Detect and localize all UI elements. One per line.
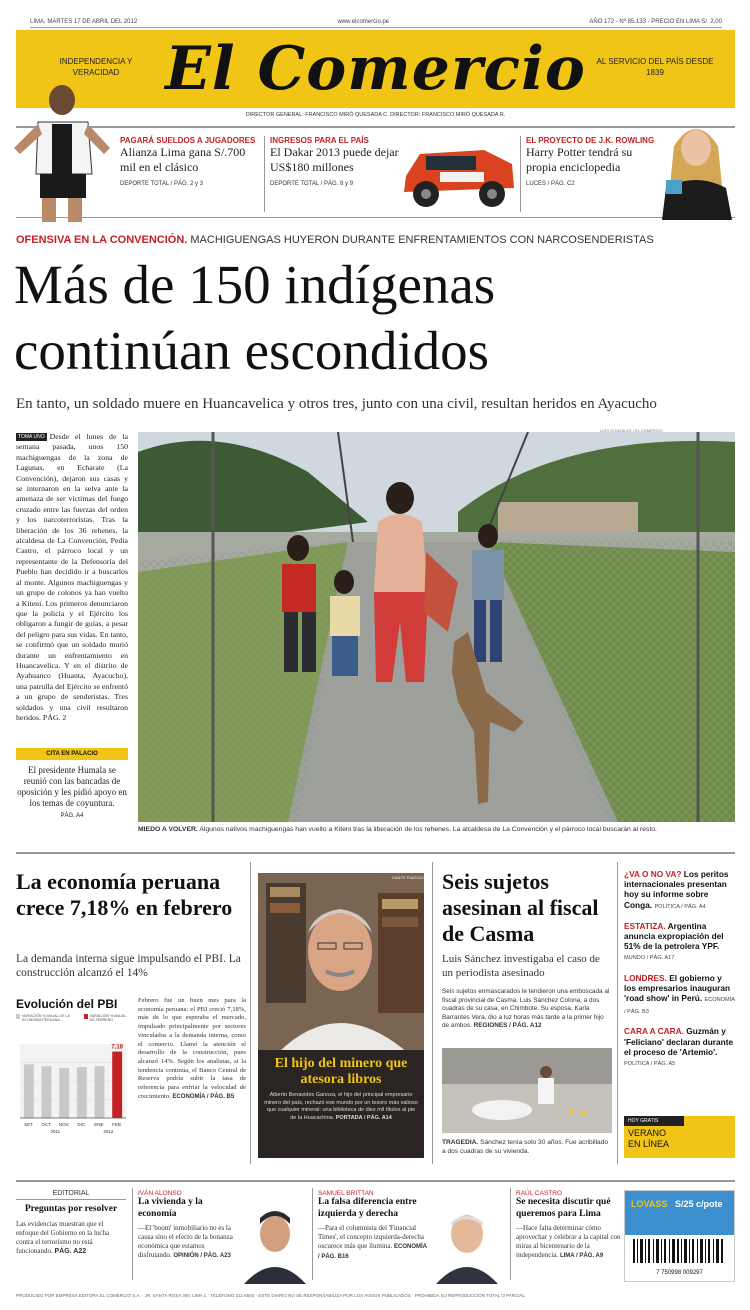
website-link[interactable]: www.elcomercio.pe xyxy=(337,18,390,25)
chart-tick-label: SET. xyxy=(24,1122,34,1127)
miner-photo-credit: DANTE PIAGGIO xyxy=(392,875,424,880)
chart-tick-label: OCT. xyxy=(41,1122,52,1127)
verano-promo[interactable] xyxy=(624,1116,735,1158)
box-label: CITA EN PALACIO xyxy=(16,748,128,760)
brief-artemio[interactable]: CARA A CARA. Guzmán y 'Feliciano' declaran durante el proceso de 'Artemio'. POLÍTICA / PÁG. A5 xyxy=(624,1026,734,1068)
verano-text: VERANO EN LÍNEA xyxy=(628,1128,670,1149)
promo-price: S/25 c/pote xyxy=(675,1199,723,1209)
promo-banner xyxy=(625,1191,734,1235)
chart-year-label: 2012 xyxy=(103,1129,114,1134)
column-ivan-alonso[interactable]: IVÁN ALONSO La vivienda y la economía —El 'boom' inmobiliario no es la causa sino el efecto de la bonanza económica que estamos disfrutando. OPINIÓN / PÁG. A23 xyxy=(138,1190,233,1259)
chart-bar xyxy=(42,1066,52,1118)
brief-ypf[interactable]: ESTATIZA. Argentina anuncia expropiación del 51% de la petrolera YPF. MUNDO / PÁG. A17 xyxy=(624,920,724,962)
promo-box[interactable] xyxy=(624,1190,735,1282)
chart-year-label: 2011 xyxy=(50,1129,61,1134)
column-samuel-brittan[interactable]: SAMUEL BRITTAN La falsa diferencia entre izquierda y derecha —Para el columnista del 'Financial Times', el concepto izquierda-derecha oscurece más que ilumina. ECONOMÍA / PÁG. B16 xyxy=(318,1190,427,1260)
chart-bar xyxy=(95,1066,105,1118)
barcode-icon xyxy=(625,1235,734,1269)
pbi-chart-svg xyxy=(16,1026,130,1156)
briefs-column xyxy=(624,869,735,1078)
brief-road-show[interactable]: LONDRES. El gobierno y los empresarios inauguran 'road show' in Perú. ECONOMÍA / PÁG. B3 xyxy=(624,972,735,1016)
chart-title: Evolución del PBI xyxy=(16,997,118,1011)
chart-bar xyxy=(59,1068,69,1118)
dakar-truck-photo xyxy=(396,142,520,210)
issue-price: AÑO 172 - Nº 85.133 - PRECIO EN LIMA S/. 2,00 xyxy=(589,18,722,25)
lead-section-kicker: OFENSIVA EN LA CONVENCIÓN. MACHIGUENGAS HUYERON DURANTE ENFRENTAMIENTOS CON NARCOSENDERISTAS xyxy=(16,234,654,246)
photo-credit: LUIS GONZÁLEZ / EL COMERCIO xyxy=(600,428,663,433)
chart-bar xyxy=(77,1067,87,1118)
chart-tick-label: FEB. xyxy=(112,1122,123,1127)
miner-story-box[interactable] xyxy=(258,1050,424,1158)
lead-body-column xyxy=(16,432,128,723)
casma-body: Seis sujetos enmascarados le tendieron una emboscada al fiscal provincial de Casma, Luis Sánchez Colona, a dos cuadras de su casa, en Chimbote. Su esposa, Karla Barrantes Vera, dio a luz horas más tarde a la primer hijo de ambos. REGIONES / PÁG. A12 xyxy=(442,988,610,1029)
economy-subhead: La demanda interna sigue impulsando el PBI. La construcción alcanzó el 14% xyxy=(16,953,241,979)
barcode-number: 7 750998 009297 xyxy=(656,1270,703,1276)
masthead-logo[interactable]: El Comercio xyxy=(165,34,586,104)
chart-tick-label: NOV. xyxy=(58,1122,70,1127)
samuel-brittan-portrait xyxy=(432,1204,502,1284)
ivan-alonso-portrait xyxy=(240,1204,310,1284)
lead-subhead: En tanto, un soldado muere en Huancavelica y otros tres, junto con una civil, resultan heridos en Ayacucho xyxy=(16,396,657,412)
palacio-box[interactable]: El presidente Humala se reunió con las bancadas de oposición y les pidió apoyo en los temas de coyuntura. PÁG. A4 xyxy=(17,765,127,819)
teaser-bar xyxy=(16,126,735,218)
teaser-harry-potter[interactable]: EL PROYECTO DE J.K. ROWLING Harry Potter tendrá su propia enciclopedia LUCES / PÁG. C2 xyxy=(526,136,655,187)
directors-line: DIRECTOR GENERAL: FRANCISCO MIRÓ QUESADA C. DIRECTOR: FRANCISCO MIRÓ QUESADA R. xyxy=(245,112,506,118)
motto-right: AL SERVICIO DEL PAÍS DESDE 1839 xyxy=(596,57,714,77)
brief-conga[interactable]: ¿VA O NO VA? Los peritos internacionales presentan hoy su informe sobre Conga. POLÍTICA / PÁG. A4 xyxy=(624,869,729,910)
legend-annual: VARIACIÓN % ANUAL DE LA ECONOMÍA PERUANA xyxy=(22,1014,70,1022)
legend-february: VARIACIÓN % ANUAL DE FEBRERO xyxy=(89,1014,126,1022)
footer-legal: PRODUCIDO POR EMPRESA EDITORA EL COMERCIO S.A. · JR. SANTA ROSA 300, LIMA 1 · TELÉFONO 311-6500 · ESTE DIARIO NO SE RESPONSABILIZA POR LOS AVISOS PUBLICADOS · PROHIBIDA SU REPRODUCCIÓN TOTAL O PARCIAL xyxy=(16,1293,526,1298)
casma-subhead: Luis Sánchez investigaba el caso de un periodista asesinado xyxy=(442,953,600,979)
column-raul-castro[interactable]: RAÚL CASTRO Se necesita discutir qué queremos para Lima —Hace falta determinar cómo aprovechar y celebrar a la capital con miras al bicentenario de la independencia. LIMA / PÁG. A9 xyxy=(516,1190,621,1259)
casma-headline[interactable]: Seis sujetos asesinan al fiscal de Casma xyxy=(442,869,599,946)
lead-body: Desde el lunes de la semana pasada, unos 150 machiguengas de la zona de Lagunas, en Echarate (La Convención), dejaron sus casas y se internaron en la selva ante la amenaza de ser víctimas del fuego cruzado entre las fuerzas del orden y los narcoterroristas. Tras la liberación de los 36 rehenes, la alcaldesa de La Convención, Pedia Castro, el párroco local y un representante de la Defensoría del Pueblo han decidido ir a buscarlos al monte. Algunos machiguengas y un grupo de colonos ya han vuelto a Kiteni. Los primeros denunciaron que la policía y el Ejército los obligaron a fungir de guías, a pesar del peligro para sus vidas. En tanto, se confirmó que un soldado murió durante un enfrentamiento en Huancavelica. Y en el distrito de Ayahuanco (Huanta, Ayacucho), una patrulla del Ejército se enfrentó a un grupo de senderistas. Tres soldados y una civil resultaron heridos. PÁG. 2 xyxy=(16,432,128,722)
footballer-photo xyxy=(10,82,122,222)
crime-caption: TRAGEDIA. Sánchez tenía solo 30 años. Fue acribillado a dos cuadras de su vivienda. xyxy=(442,1139,609,1155)
promo-brand: LOVASS xyxy=(631,1199,668,1209)
editorial[interactable]: EDITORIAL Preguntas por resolver Las evidencias muestran que el enfoque del Gobierno en la lucha contra el terrorismo no está funcionando. PÁG. A22 xyxy=(16,1190,126,1256)
teaser-dakar[interactable]: INGRESOS PARA EL PAÍS El Dakar 2013 puede dejar US$180 millones DEPORTE TOTAL / PÁG. 8 y 9 xyxy=(270,136,399,187)
issue-date: LIMA, MARTES 17 DE ABRIL DEL 2012 xyxy=(30,18,138,25)
main-photo xyxy=(138,432,735,822)
teaser-alianza[interactable]: PAGARÁ SUELDOS A JUGADORES Alianza Lima gana S/.700 mil en el clásico DEPORTE TOTAL / PÁG. 2 y 3 xyxy=(120,136,256,187)
top-info-bar xyxy=(30,16,722,28)
miner-headline: El hijo del minero que atesora libros xyxy=(274,1056,408,1087)
photo-caption: MIEDO A VOLVER. Algunos nativos machiguengas han vuelto a Kiteni tras la liberación de los rehenes. La alcaldesa de La Convención y el párroco local buscarán al resto. xyxy=(138,826,657,833)
chart-tick-label: ENE. xyxy=(94,1122,105,1127)
chart-bar xyxy=(24,1064,34,1118)
chart-legend xyxy=(16,1014,130,1022)
masthead xyxy=(16,30,735,108)
chart-bar xyxy=(112,1052,122,1118)
chart-tick-label: DIC. xyxy=(77,1122,87,1127)
pbi-chart xyxy=(16,997,130,1162)
toma-uno-tag: TOMA UNO xyxy=(18,434,45,440)
crime-scene-photo xyxy=(442,1048,612,1133)
verano-label: HOY GRATIS xyxy=(624,1116,684,1126)
economy-body: Febrero fue un buen mes para la economía peruana: el PBI creció 7,18%, más de lo que esperaba el mercado, impulsado principalmente por sectores vinculados a la demanda interna, como el comercio. Llamó la atención el desarrollo de la construcción, pues alcanzó 14%. Según los analistas, si la tendencia continúa, el Banco Central de Reserva podría subir la tasa de referencia para enfriar la velocidad de crecimiento. ECONOMÍA / PÁG. B5 xyxy=(138,997,246,1100)
bottom-opinion-bar xyxy=(16,1180,735,1284)
rowling-photo xyxy=(656,116,736,220)
miner-body: Alberto Benavides Ganoza, el hijo del principal empresario minero del país, rechazó ese mundo por un tesoro más valioso que cualquier mineral: una biblioteca de diez mil títulos al pie de la Huacachina. PORTADA / PÁG. A14 xyxy=(264,1092,418,1121)
lead-headline[interactable]: Más de 150 indígenas continúan escondidos xyxy=(14,254,496,381)
chart-value-label: 7,18 xyxy=(111,1044,124,1051)
economy-headline[interactable]: La economía peruana crece 7,18% en febrero xyxy=(16,869,233,920)
motto-left: INDEPENDENCIA Y VERACIDAD xyxy=(59,57,133,77)
